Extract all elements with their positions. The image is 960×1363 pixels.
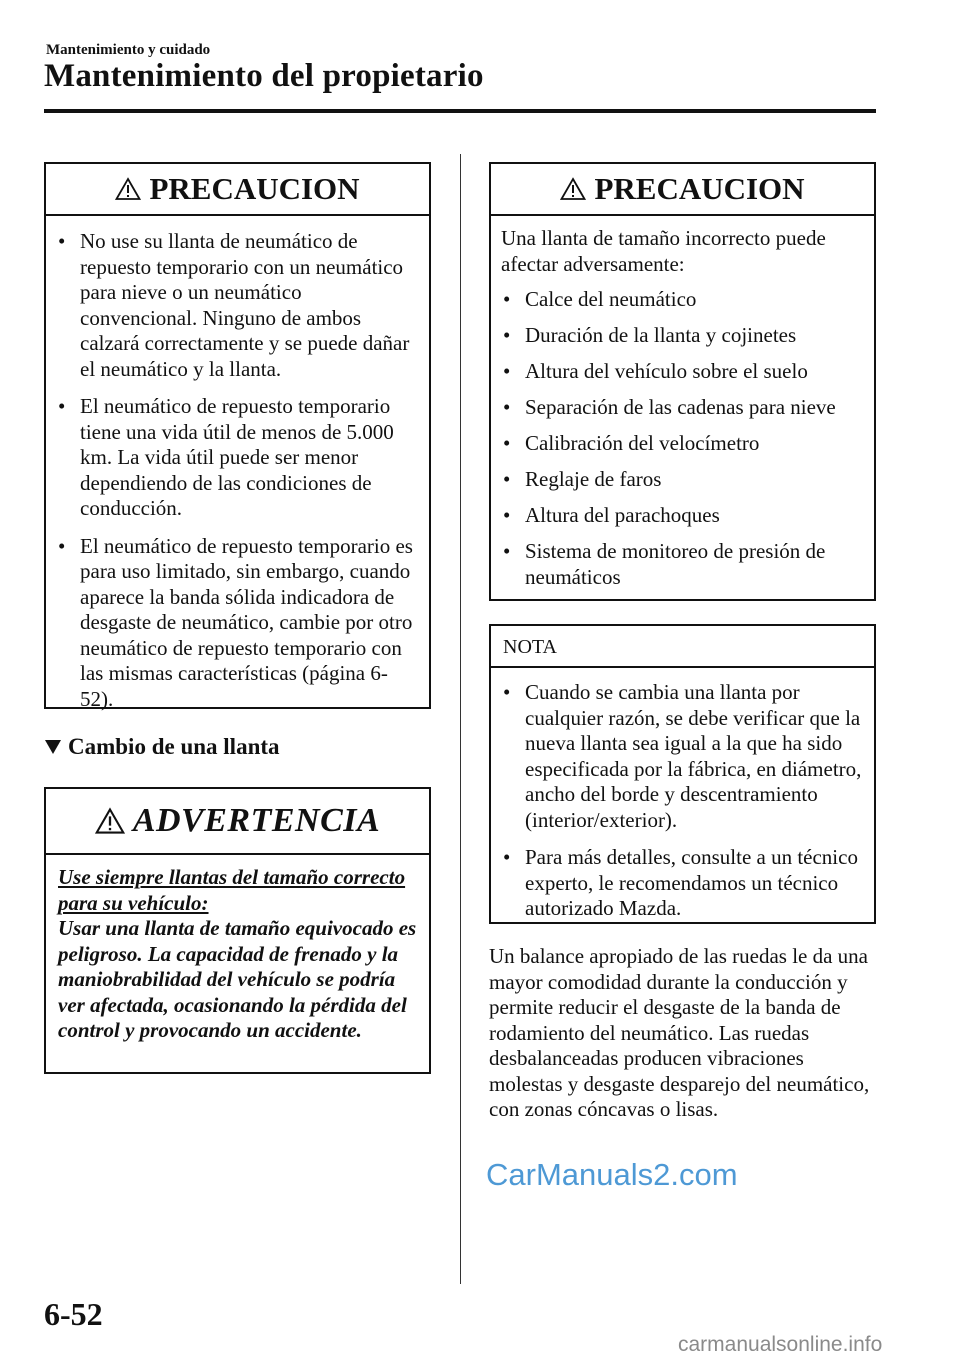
- caution-header: [491, 164, 874, 216]
- caution-box-left: [44, 162, 431, 709]
- caution-box-right: [489, 162, 876, 601]
- warning-title: ADVERTENCIA: [132, 802, 381, 839]
- page-title: Mantenimiento del propietario: [44, 58, 484, 94]
- caution-header: [46, 164, 429, 216]
- list-item: • Separación de las cadenas para nieve: [495, 395, 866, 421]
- list-item: • Calibración del velocímetro: [495, 431, 866, 457]
- list-item: • No use su llanta de neumático de repuesto temporario con un neumático para nieve o un neumático convencional. Ninguno de ambos calzará correctamente y se puede dañar el neumático y la llanta.: [50, 229, 421, 382]
- warning-triangle-icon: [560, 177, 586, 201]
- list-item: • Reglaje de faros: [495, 467, 866, 493]
- caution-title: PRECAUCION: [594, 171, 805, 206]
- column-divider: [460, 154, 461, 1284]
- header-divider: [44, 109, 876, 113]
- list-item: • El neumático de repuesto temporario tiene una vida útil de menos de 5.000 km. La vida útil puede ser menor dependiendo de las condiciones de conducción.: [50, 394, 421, 522]
- list-item: • Duración de la llanta y cojinetes: [495, 323, 866, 349]
- triangle-down-icon: [44, 739, 62, 755]
- warning-header: [46, 789, 429, 855]
- list-item: • El neumático de repuesto temporario es para uso limitado, sin embargo, cuando aparece la banda sólida indicadora de desgaste de neumático, cambie por otro neumático de repuesto temporario con las mismas características (página 6-52).: [50, 534, 421, 713]
- section-heading-text: Cambio de una llanta: [68, 734, 280, 759]
- warning-triangle-icon: [95, 807, 125, 835]
- warning-box: [44, 787, 431, 1074]
- list-item: • Calce del neumático: [495, 287, 866, 313]
- caution-title: PRECAUCION: [149, 171, 360, 206]
- note-box: [489, 624, 876, 924]
- warning-triangle-icon: [115, 177, 141, 201]
- page-number: 6-52: [44, 1296, 103, 1332]
- section-heading: [44, 734, 280, 760]
- caution-intro: Una llanta de tamaño incorrecto puede afectar adversamente:: [501, 226, 826, 276]
- list-item: • Altura del parachoques: [495, 503, 866, 529]
- warning-lead: Use siempre llantas del tamaño correcto para su vehículo:: [58, 865, 406, 915]
- watermark-logo: CarManuals2.com: [486, 1157, 738, 1192]
- list-item: • Cuando se cambia una llanta por cualquier razón, se debe verificar que la nueva llanta sea igual a la que ha sido especificada por la fábrica, en diámetro, ancho del borde y descentramiento (interior/exterior).: [495, 680, 866, 833]
- list-item: • Altura del vehículo sobre el suelo: [495, 359, 866, 385]
- list-item: • Sistema de monitoreo de presión de neumáticos: [495, 539, 866, 590]
- section-breadcrumb: Mantenimiento y cuidado: [46, 42, 211, 58]
- footer-site: carmanualsonline.info: [678, 1333, 883, 1356]
- note-title: NOTA: [491, 626, 874, 668]
- warning-text: Usar una llanta de tamaño equivocado es peligroso. La capacidad de frenado y la maniobrabilidad del vehículo se podría ver afectada, ocasionando la pérdida del control y provocando un accidente.: [58, 916, 417, 1042]
- body-paragraph: Un balance apropiado de las ruedas le da una mayor comodidad durante la conducción y permite reducir el desgaste de la banda de rodamiento del neumático. Las ruedas desbalanceadas producen vibraciones molestas y desgaste desparejo del neumático, con zonas cóncavas o lisas.: [489, 944, 870, 1121]
- list-item: • Para más detalles, consulte a un técnico experto, le recomendamos un técnico autorizado Mazda.: [495, 845, 866, 922]
